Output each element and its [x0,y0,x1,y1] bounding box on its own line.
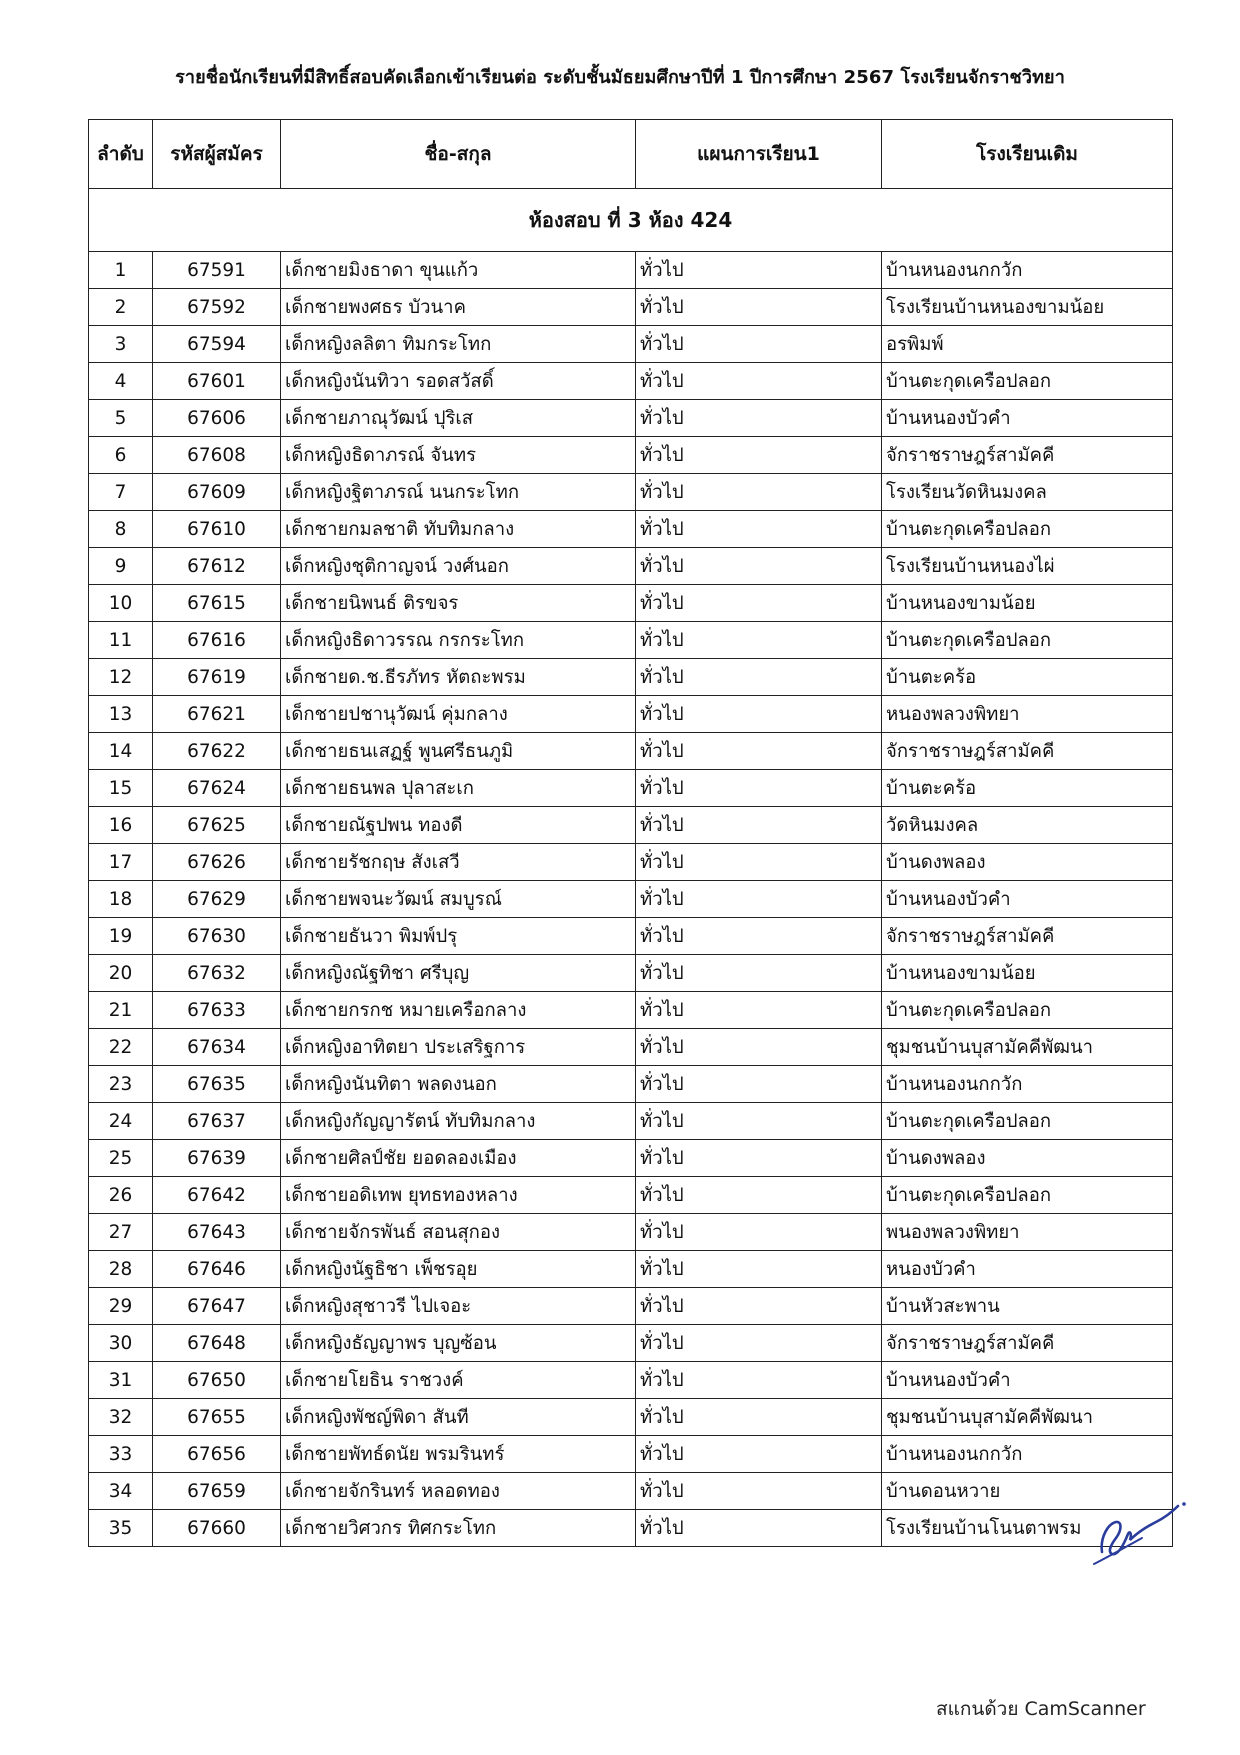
row-full-name: เด็กชายโยธิน ราชวงค์ [281,1362,636,1399]
table-row [89,1288,1173,1325]
header-order: ลำดับ [89,120,153,189]
table-row [89,1103,1173,1140]
row-previous-school: ชุมชนบ้านบุสามัคคีพัฒนา [882,1029,1173,1066]
row-applicant-id: 67630 [153,918,281,955]
row-order: 13 [89,696,153,733]
row-order: 21 [89,992,153,1029]
row-order: 1 [89,252,153,289]
row-applicant-id: 67625 [153,807,281,844]
row-order: 2 [89,289,153,326]
row-study-plan: ทั่วไป [636,1436,882,1473]
row-study-plan: ทั่วไป [636,992,882,1029]
row-order: 10 [89,585,153,622]
row-applicant-id: 67609 [153,474,281,511]
row-full-name: เด็กหญิงลลิตา ทิมกระโทก [281,326,636,363]
row-full-name: เด็กชายศิลป์ชัย ยอดลองเมือง [281,1140,636,1177]
row-applicant-id: 67592 [153,289,281,326]
row-full-name: เด็กหญิงนันทิวา รอดสวัสดิ์ [281,363,636,400]
row-order: 34 [89,1473,153,1510]
row-previous-school: พนองพลวงพิทยา [882,1214,1173,1251]
row-study-plan: ทั่วไป [636,1214,882,1251]
row-order: 15 [89,770,153,807]
row-full-name: เด็กหญิงนันทิตา พลดงนอก [281,1066,636,1103]
table-row [89,1362,1173,1399]
row-full-name: เด็กชายปชานุวัฒน์ คุ่มกลาง [281,696,636,733]
row-previous-school: บ้านตะกุดเครือปลอก [882,622,1173,659]
handwritten-signature [1072,1482,1192,1572]
row-previous-school: ชุมชนบ้านบุสามัคคีพัฒนา [882,1399,1173,1436]
row-order: 17 [89,844,153,881]
row-study-plan: ทั่วไป [636,1251,882,1288]
row-applicant-id: 67624 [153,770,281,807]
row-study-plan: ทั่วไป [636,1473,882,1510]
student-roster-table [88,119,1173,1547]
row-study-plan: ทั่วไป [636,881,882,918]
row-applicant-id: 67626 [153,844,281,881]
row-applicant-id: 67632 [153,955,281,992]
row-study-plan: ทั่วไป [636,1288,882,1325]
row-previous-school: บ้านหนองนกกวัก [882,1066,1173,1103]
row-full-name: เด็กชายณัฐปพน ทองดี [281,807,636,844]
row-full-name: เด็กชายมิงธาดา ขุนแก้ว [281,252,636,289]
row-study-plan: ทั่วไป [636,1325,882,1362]
row-previous-school: บ้านหนองขามน้อย [882,955,1173,992]
row-study-plan: ทั่วไป [636,363,882,400]
table-row [89,696,1173,733]
row-applicant-id: 67648 [153,1325,281,1362]
row-previous-school: บ้านหนองขามน้อย [882,585,1173,622]
row-study-plan: ทั่วไป [636,844,882,881]
table-row [89,1325,1173,1362]
row-applicant-id: 67629 [153,881,281,918]
row-applicant-id: 67643 [153,1214,281,1251]
row-previous-school: โรงเรียนบ้านโนนตาพรม [882,1510,1173,1547]
row-full-name: เด็กหญิงพัชญ์พิดา สันที [281,1399,636,1436]
row-applicant-id: 67646 [153,1251,281,1288]
table-row [89,770,1173,807]
row-applicant-id: 67610 [153,511,281,548]
row-applicant-id: 67601 [153,363,281,400]
row-applicant-id: 67616 [153,622,281,659]
row-order: 32 [89,1399,153,1436]
row-previous-school: บ้านหนองนกกวัก [882,252,1173,289]
row-applicant-id: 67615 [153,585,281,622]
row-full-name: เด็กชายอดิเทพ ยุทธทองหลาง [281,1177,636,1214]
row-order: 27 [89,1214,153,1251]
row-study-plan: ทั่วไป [636,1510,882,1547]
row-previous-school: อรพิมพ์ [882,326,1173,363]
row-applicant-id: 67606 [153,400,281,437]
row-study-plan: ทั่วไป [636,474,882,511]
row-previous-school: วัดหินมงคล [882,807,1173,844]
row-full-name: เด็กชายวิศวกร ทิศกระโทก [281,1510,636,1547]
table-row [89,659,1173,696]
table-row [89,1436,1173,1473]
row-full-name: เด็กชายจักรพันธ์ สอนสุกอง [281,1214,636,1251]
row-previous-school: บ้านดอนหวาย [882,1473,1173,1510]
table-row [89,1177,1173,1214]
row-full-name: เด็กหญิงสุชาวรี ไปเจอะ [281,1288,636,1325]
row-order: 7 [89,474,153,511]
row-order: 9 [89,548,153,585]
row-order: 14 [89,733,153,770]
row-previous-school: โรงเรียนบ้านหนองไผ่ [882,548,1173,585]
row-applicant-id: 67647 [153,1288,281,1325]
row-full-name: เด็กหญิงธิดาภรณ์ จันทร [281,437,636,474]
row-order: 31 [89,1362,153,1399]
row-previous-school: จักราชราษฎร์สามัคคี [882,437,1173,474]
row-study-plan: ทั่วไป [636,1140,882,1177]
row-study-plan: ทั่วไป [636,1103,882,1140]
row-order: 28 [89,1251,153,1288]
row-applicant-id: 67634 [153,1029,281,1066]
table-row [89,844,1173,881]
row-full-name: เด็กชายรัชกฤษ สังเสวี [281,844,636,881]
row-study-plan: ทั่วไป [636,400,882,437]
table-row [89,1251,1173,1288]
row-applicant-id: 67619 [153,659,281,696]
table-row [89,437,1173,474]
row-study-plan: ทั่วไป [636,1066,882,1103]
row-study-plan: ทั่วไป [636,918,882,955]
row-order: 29 [89,1288,153,1325]
table-row [89,1473,1173,1510]
row-previous-school: จักราชราษฎร์สามัคคี [882,1325,1173,1362]
row-study-plan: ทั่วไป [636,289,882,326]
row-study-plan: ทั่วไป [636,659,882,696]
row-full-name: เด็กชายจักรินทร์ หลอดทอง [281,1473,636,1510]
row-study-plan: ทั่วไป [636,733,882,770]
row-full-name: เด็กชายธนพล ปุลาสะเก [281,770,636,807]
row-applicant-id: 67591 [153,252,281,289]
row-previous-school: บ้านตะกุดเครือปลอก [882,992,1173,1029]
row-applicant-id: 67656 [153,1436,281,1473]
row-full-name: เด็กหญิงชุติกาญจน์ วงศ์นอก [281,548,636,585]
row-previous-school: โรงเรียนวัดหินมงคล [882,474,1173,511]
row-full-name: เด็กหญิงกัญญารัตน์ ทับทิมกลาง [281,1103,636,1140]
row-full-name: เด็กชายพัทธ์ดนัย พรมรินทร์ [281,1436,636,1473]
table-row [89,289,1173,326]
row-study-plan: ทั่วไป [636,770,882,807]
row-applicant-id: 67612 [153,548,281,585]
table-row [89,992,1173,1029]
row-full-name: เด็กหญิงธิดาวรรณ กรกระโทก [281,622,636,659]
row-previous-school: บ้านตะกุดเครือปลอก [882,1103,1173,1140]
table-row [89,363,1173,400]
row-order: 12 [89,659,153,696]
row-order: 6 [89,437,153,474]
table-row [89,1399,1173,1436]
row-previous-school: บ้านหนองบัวคำ [882,400,1173,437]
row-study-plan: ทั่วไป [636,548,882,585]
row-study-plan: ทั่วไป [636,252,882,289]
row-applicant-id: 67635 [153,1066,281,1103]
table-row [89,326,1173,363]
exam-room-row [89,189,1173,252]
row-order: 33 [89,1436,153,1473]
row-order: 3 [89,326,153,363]
table-row [89,1140,1173,1177]
row-applicant-id: 67594 [153,326,281,363]
table-row [89,733,1173,770]
header-applicant-id: รหัสผู้สมัคร [153,120,281,189]
row-order: 35 [89,1510,153,1547]
row-full-name: เด็กชายพงศธร บัวนาค [281,289,636,326]
row-previous-school: บ้านหนองนกกวัก [882,1436,1173,1473]
row-full-name: เด็กชายด.ช.ธีรภัทร หัตถะพรม [281,659,636,696]
row-order: 23 [89,1066,153,1103]
row-applicant-id: 67637 [153,1103,281,1140]
row-study-plan: ทั่วไป [636,1177,882,1214]
table-row [89,807,1173,844]
row-order: 26 [89,1177,153,1214]
row-previous-school: บ้านหัวสะพาน [882,1288,1173,1325]
table-row [89,1510,1173,1547]
row-applicant-id: 67633 [153,992,281,1029]
row-applicant-id: 67659 [153,1473,281,1510]
row-order: 4 [89,363,153,400]
row-order: 19 [89,918,153,955]
table-row [89,474,1173,511]
exam-room-label: ห้องสอบ ที่ 3 ห้อง 424 [89,189,1173,252]
row-order: 8 [89,511,153,548]
row-previous-school: จักราชราษฎร์สามัคคี [882,918,1173,955]
row-study-plan: ทั่วไป [636,1029,882,1066]
header-previous-school: โรงเรียนเดิม [882,120,1173,189]
row-applicant-id: 67622 [153,733,281,770]
row-previous-school: บ้านตะคร้อ [882,770,1173,807]
row-full-name: เด็กชายนิพนธ์ ติรขจร [281,585,636,622]
row-order: 30 [89,1325,153,1362]
table-row [89,881,1173,918]
row-study-plan: ทั่วไป [636,585,882,622]
row-applicant-id: 67655 [153,1399,281,1436]
row-full-name: เด็กหญิงนัฐธิชา เพ็ชรอุย [281,1251,636,1288]
table-row [89,1029,1173,1066]
row-full-name: เด็กชายธนเสฏฐ์ พูนศรีธนภูมิ [281,733,636,770]
row-applicant-id: 67642 [153,1177,281,1214]
header-study-plan: แผนการเรียน1 [636,120,882,189]
table-row [89,918,1173,955]
row-study-plan: ทั่วไป [636,1362,882,1399]
row-study-plan: ทั่วไป [636,511,882,548]
row-full-name: เด็กชายภาณุวัฒน์ ปุริเส [281,400,636,437]
table-row [89,1214,1173,1251]
row-full-name: เด็กชายพจนะวัฒน์ สมบูรณ์ [281,881,636,918]
row-study-plan: ทั่วไป [636,807,882,844]
row-previous-school: จักราชราษฎร์สามัคคี [882,733,1173,770]
row-applicant-id: 67639 [153,1140,281,1177]
table-row [89,585,1173,622]
row-full-name: เด็กหญิงณัฐทิชา ศรีบุญ [281,955,636,992]
row-study-plan: ทั่วไป [636,326,882,363]
table-row [89,400,1173,437]
row-applicant-id: 67650 [153,1362,281,1399]
row-study-plan: ทั่วไป [636,437,882,474]
table-row [89,511,1173,548]
table-row [89,622,1173,659]
row-full-name: เด็กหญิงอาทิตยา ประเสริฐการ [281,1029,636,1066]
row-order: 22 [89,1029,153,1066]
row-previous-school: บ้านตะกุดเครือปลอก [882,363,1173,400]
row-applicant-id: 67608 [153,437,281,474]
row-previous-school: บ้านตะกุดเครือปลอก [882,511,1173,548]
table-header-row [89,120,1173,189]
row-previous-school: บ้านหนองบัวคำ [882,1362,1173,1399]
row-order: 11 [89,622,153,659]
row-study-plan: ทั่วไป [636,1399,882,1436]
row-order: 5 [89,400,153,437]
row-order: 25 [89,1140,153,1177]
row-previous-school: บ้านดงพลอง [882,1140,1173,1177]
row-order: 24 [89,1103,153,1140]
row-applicant-id: 67621 [153,696,281,733]
row-study-plan: ทั่วไป [636,622,882,659]
row-previous-school: หนองบัวคำ [882,1251,1173,1288]
row-order: 18 [89,881,153,918]
row-previous-school: บ้านตะคร้อ [882,659,1173,696]
table-row [89,548,1173,585]
scanner-watermark: สแกนด้วย CamScanner [936,1698,1146,1720]
table-row [89,1066,1173,1103]
document-title: รายชื่อนักเรียนที่มีสิทธิ์สอบคัดเลือกเข้าเรียนต่อ ระดับชั้นมัธยมศึกษาปีที่ 1 ปีการศึกษา 2567 โรงเรียนจักราชวิทยา [175,67,1065,88]
row-previous-school: หนองพลวงพิทยา [882,696,1173,733]
row-previous-school: โรงเรียนบ้านหนองขามน้อย [882,289,1173,326]
row-applicant-id: 67660 [153,1510,281,1547]
row-study-plan: ทั่วไป [636,696,882,733]
row-order: 16 [89,807,153,844]
row-order: 20 [89,955,153,992]
row-full-name: เด็กหญิงฐิตาภรณ์ นนกระโทก [281,474,636,511]
row-study-plan: ทั่วไป [636,955,882,992]
header-full-name: ชื่อ-สกุล [281,120,636,189]
row-full-name: เด็กชายธันวา พิมพ์ปรุ [281,918,636,955]
table-row [89,252,1173,289]
row-full-name: เด็กชายกรกช หมายเครือกลาง [281,992,636,1029]
row-previous-school: บ้านดงพลอง [882,844,1173,881]
table-row [89,955,1173,992]
row-full-name: เด็กชายกมลชาติ ทับทิมกลาง [281,511,636,548]
row-full-name: เด็กหญิงธัญญาพร บุญซ้อน [281,1325,636,1362]
row-previous-school: บ้านตะกุดเครือปลอก [882,1177,1173,1214]
row-previous-school: บ้านหนองบัวคำ [882,881,1173,918]
